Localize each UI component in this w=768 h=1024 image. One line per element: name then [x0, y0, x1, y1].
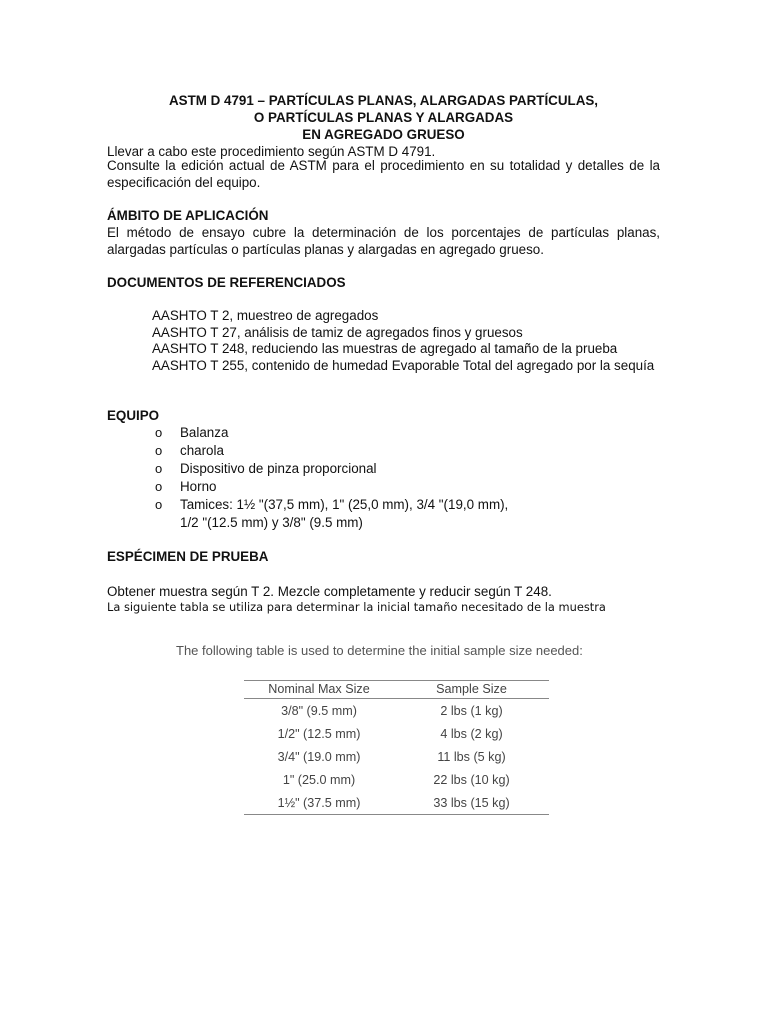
- equipment-heading: EQUIPO: [107, 408, 160, 423]
- table-cell: 11 lbs (5 kg): [437, 749, 506, 764]
- bullet-icon: o: [155, 461, 163, 476]
- table-row: [244, 791, 549, 815]
- table-row: [244, 699, 549, 723]
- column-header: Sample Size: [436, 682, 507, 696]
- reference-item: AASHTO T 2, muestreo de agregados: [152, 308, 379, 323]
- intro-line-2: Consulte la edición actual de ASTM para el procedimiento en su totalidad y detalles de la especificación del equipo.: [107, 158, 660, 190]
- sample-size-table: [244, 680, 549, 815]
- title-line-2: O PARTÍCULAS PLANAS Y ALARGADAS: [253, 110, 514, 125]
- specimen-note: La siguiente tabla se utiliza para determinar la inicial tamaño necesitado de la muestra: [107, 600, 606, 614]
- references-heading: DOCUMENTOS DE REFERENCIADOS: [107, 275, 346, 290]
- scope-text: El método de ensayo cubre la determinación de los porcentajes de partículas planas, alargadas partículas o partículas planas y alargadas en agregado grueso.: [107, 225, 660, 257]
- table-cell: 2 lbs (1 kg): [440, 703, 503, 718]
- cutoff-caption: The following table is used to determine the initial sample size needed:: [176, 643, 583, 658]
- intro-line-1: Llevar a cabo este procedimiento según ASTM D 4791.: [107, 144, 436, 159]
- reference-item: AASHTO T 27, análisis de tamiz de agregados finos y gruesos: [152, 324, 523, 340]
- bullet-icon: o: [155, 479, 163, 494]
- table-row: [244, 745, 549, 768]
- table-cell: 4 lbs (2 kg): [440, 726, 503, 741]
- table-cell: 3/8" (9.5 mm): [281, 703, 357, 718]
- bullet-icon: o: [155, 443, 163, 458]
- column-header: Nominal Max Size: [268, 682, 370, 696]
- table-cell: 22 lbs (10 kg): [433, 772, 510, 787]
- document-page: ASTM D 4791 – PARTÍCULAS PLANAS, ALARGADAS PARTÍCULAS, O PARTÍCULAS PLANAS Y ALARGADAS EN AGREGADO GRUESO Llevar a cabo este procedimiento según ASTM D 4791. Consulte la edición actual de ASTM para el procedimiento en su totalidad y detalles de la especificación del equipo. ÁMBITO DE APLICACIÓN El método de ensayo cubre la determinación de los porcentajes de partículas planas, alargadas partículas o partículas planas y alargadas en agregado grueso. DOCUMENTOS DE REFERENCIADOS AASHTO T 2, muestreo de agregados AASHTO T 27, análisis de tamiz de agregados finos y gruesos AASHTO T 248, reduciendo las muestras de agregado al tamaño de la prueba AASHTO T 255, contenido de humedad Evaporable Total del agregado por la sequía EQUIPO o Balanza o charola o Dispositivo de pinza proporcional o Horno o Tamices: 1½ "(37,5 mm), 1" (25,0 mm), 3/4 "(19,0 mm), 1/2 "(12.5 mm) y 3/8" (9.5 mm) ESPÉCIMEN DE PRUEBA Obtener muestra según T 2. Mezcle completamente y reducir según T 248. La siguiente tabla se utiliza para determinar la inicial tamaño necesitado de la muestra The following table is used to determine the initial sample size needed: Nominal Max Size Sample Size 3/8" (9.5 mm) 2 lbs (1 kg) 1/2" (12.5 mm) 4 lbs (2 kg) 3/4" (19.0 mm) 11 lbs (5 kg) 1" (25.0 mm) 22 lbs (10 kg) 1½" (37.5 mm) 33 lbs (15 kg): [0, 0, 768, 1024]
- reference-item: AASHTO T 255, contenido de humedad Evaporable Total del agregado por la sequía: [152, 357, 655, 373]
- table-cell: 3/4" (19.0 mm): [277, 749, 361, 764]
- reference-item: AASHTO T 248, reduciendo las muestras de agregado al tamaño de la prueba: [152, 341, 618, 356]
- table-header-row: [244, 681, 549, 699]
- title-line-1: ASTM D 4791 – PARTÍCULAS PLANAS, ALARGADAS PARTÍCULAS,: [168, 93, 599, 108]
- scope-heading: ÁMBITO DE APLICACIÓN: [107, 208, 269, 223]
- title-line-3: EN AGREGADO GRUESO: [302, 127, 465, 142]
- bullet-icon: o: [155, 425, 163, 440]
- table-cell: 33 lbs (15 kg): [433, 795, 510, 810]
- table-cell: 1/2" (12.5 mm): [277, 726, 361, 741]
- document-title: [107, 92, 660, 143]
- references-list: [152, 308, 660, 374]
- specimen-text: Obtener muestra según T 2. Mezcle completamente y reducir según T 248.: [107, 584, 552, 599]
- table-cell: 1½" (37.5 mm): [277, 795, 361, 810]
- table-row: [244, 722, 549, 745]
- table-cell: 1" (25.0 mm): [282, 772, 356, 787]
- specimen-heading: ESPÉCIMEN DE PRUEBA: [107, 549, 269, 564]
- bullet-icon: o: [155, 497, 163, 512]
- table-row: [244, 768, 549, 791]
